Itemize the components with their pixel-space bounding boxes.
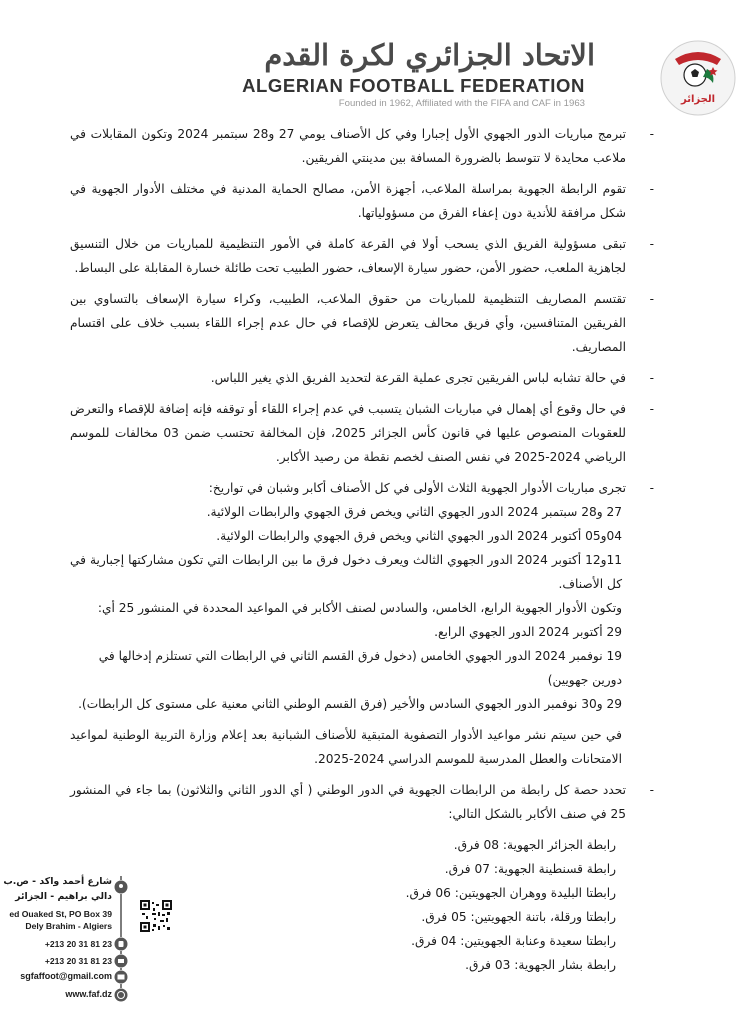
paragraph: - في حال وقوع أي إهمال في مباريات الشبان يتسبب في عدم إجراء اللقاء أو توقفه فإنه إضافة للإقصاء والتعرض للعقوبات المنصوص عليها في قانون كأس الجزائر 2025، فإن المخالفة تحتسب ضمن 03 مخالفات للموسم الرياضي 2024-2025 في نفس الصنف لخصم نقطة من رصيد الأكابر. xyxy=(70,397,638,469)
phone-icon xyxy=(114,937,128,951)
fax-icon xyxy=(114,954,128,968)
document-body xyxy=(70,122,638,977)
faf-logo-icon xyxy=(659,39,737,117)
paragraph: - تقوم الرابطة الجهوية بمراسلة الملاعب، أجهزة الأمن، مصالح الحماية المدنية في مختلف الأدوار الجهوية في شكل مرافقة للأندية دون إعفاء الفرق من مسؤولياتها. xyxy=(70,177,638,225)
quota-item: رابطة بشار الجهوية: 03 فرق. xyxy=(465,958,616,972)
address-english: ed Ouaked St, PO Box 39 xyxy=(9,909,112,919)
schedule-item: 29 و30 نوفمبر الدور الجهوي السادس والأخير (فرق القسم الوطني الثاني معنية على مستوى كل الرابطات). xyxy=(78,697,622,711)
mail-icon xyxy=(114,970,128,984)
qr-code-icon xyxy=(140,900,172,932)
email-address: sgfaffoot@gmail.com xyxy=(20,971,112,981)
federation-title-english: ALGERIAN FOOTBALL FEDERATION xyxy=(242,75,585,96)
quota-item: رابطتا ورقلة، باتنة الجهويتين: 05 فرق. xyxy=(421,910,616,924)
youth-note: في حين سيتم نشر مواعيد الأدوار التصفوية المتبقية للأصناف الشبانية بعد إعلام وزارة التربية الوطنية لمواعيد الامتحانات والعطل المدرسية للموسم الدراسي 2024-2025. xyxy=(70,728,622,766)
paragraph: - تجرى مباريات الأدوار الجهوية الثلاث الأولى في كل الأصناف أكابر وشبان في تواريخ: xyxy=(70,476,638,500)
quota-item: رابطة الجزائر الجهوية: 08 فرق. xyxy=(453,838,616,852)
phone-number: +213 20 31 81 23 xyxy=(44,939,112,949)
schedule-item: 04و05 أكتوبر 2024 الدور الجهوي الثاني ويخص فرق الجهوي والرابطات الولائية. xyxy=(216,529,622,543)
globe-icon xyxy=(114,988,128,1002)
location-icon xyxy=(114,880,128,894)
address-english-2: Dely Brahim - Algiers xyxy=(25,921,112,931)
quota-item: رابطتا البليدة ووهران الجهويتين: 06 فرق. xyxy=(405,886,616,900)
letterhead xyxy=(242,36,745,112)
address-arabic: شارع أحمد واكد - ص.ب xyxy=(3,876,112,887)
federation-subtitle: Founded in 1962, Affiliated with the FIFA and CAF in 1963 xyxy=(338,98,585,109)
address-arabic-2: دالي براهيم - الجزائر xyxy=(15,891,112,902)
schedule-item: 29 أكتوبر 2024 الدور الجهوي الرابع. xyxy=(434,625,622,639)
paragraph: - تبرمج مباريات الدور الجهوي الأول إجبارا وفي كل الأصناف يومي 27 و28 سبتمبر 2024 وتكون المقابلات في ملاعب محايدة لا تتوسط بالضرورة المسافة بين مدينتي الفريقين. xyxy=(70,122,638,170)
paragraph: - تبقى مسؤولية الفريق الذي يسحب أولا في القرعة كاملة في الأمور التنظيمية للمباريات من خلال التنسيق لجاهزية الملعب، حضور الأمن، حضور سيارة الإسعاف، حضور الطبيب تحت طائلة خسارة المقابلة على البساط. xyxy=(70,232,638,280)
website-address: www.faf.dz xyxy=(65,989,112,999)
contact-sidebar xyxy=(0,876,130,1006)
quota-item: رابطتا سعيدة وعنابة الجهويتين: 04 فرق. xyxy=(411,934,616,948)
paragraph: - في حالة تشابه لباس الفريقين تجرى عملية القرعة لتحديد الفريق الذي يغير اللباس. xyxy=(70,366,638,390)
schedule-item: 27 و28 سبتمبر 2024 الدور الجهوي الثاني ويخص فرق الجهوي والرابطات الولائية. xyxy=(206,505,622,519)
paragraph: - تقتسم المصاريف التنظيمية للمباريات من حقوق الملاعب، الطبيب، وكراء سيارة الإسعاف بالتساوي بين الفريقين المتنافسين، وأي فريق محالف يتعرض للإقصاء في حال عدم إجراء اللقاء بسبب خلاف على اقتسام المصاريف. xyxy=(70,287,638,359)
federation-title-arabic: الاتحاد الجزائري لكرة القدم xyxy=(264,38,595,72)
logo-caption: الجزائر xyxy=(680,94,715,105)
paragraph: - تحدد حصة كل رابطة من الرابطات الجهوية في الدور الوطني ( أي الدور الثاني والثلاثون) بما جاء في المنشور 25 في صنف الأكابر بالشكل التالي: xyxy=(70,778,638,826)
senior-intro: وتكون الأدوار الجهوية الرابع، الخامس، والسادس لصنف الأكابر في المواعيد المحددة في المنشور 25 أي: xyxy=(97,601,622,615)
schedule-item: 11و12 أكتوبر 2024 الدور الجهوي الثالث ويعرف دخول فرق ما بين الرابطات التي تكون مشاركتها إجبارية في كل الأصناف. xyxy=(70,553,623,591)
quota-item: رابطة قسنطينة الجهوية: 07 فرق. xyxy=(444,862,616,876)
fax-number: +213 20 31 81 23 xyxy=(44,956,112,966)
schedule-item: 19 نوفمبر 2024 الدور الجهوي الخامس (دخول فرق القسم الثاني في الرابطات التي تستلزم إدخالها في دورين جهويين) xyxy=(98,649,622,687)
